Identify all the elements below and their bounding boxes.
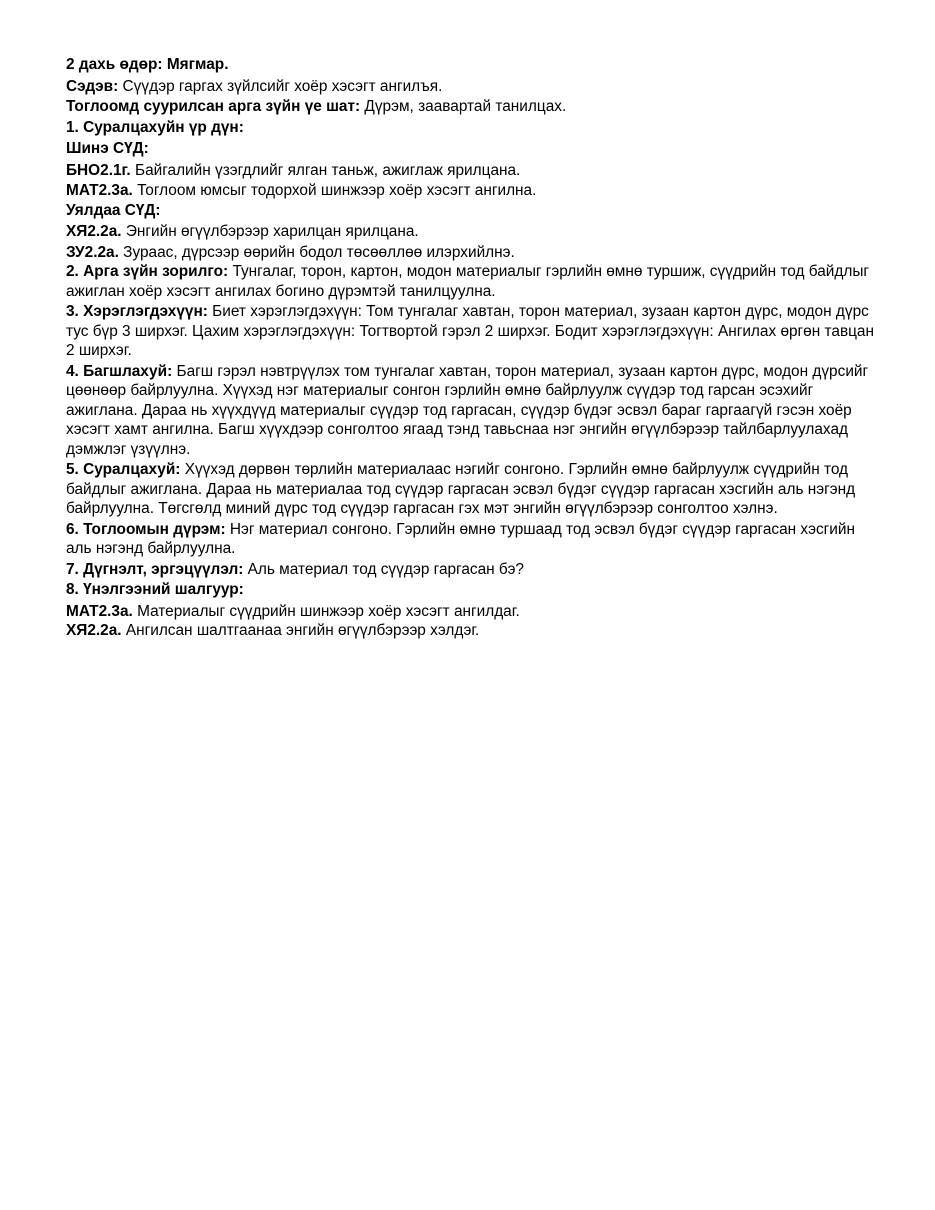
- mat-text: Тоглоом юмсыг тодорхой шинжээр хоёр хэсэгт ангилна.: [132, 182, 537, 199]
- topic-label: Сэдэв:: [66, 77, 119, 95]
- criteria-heading: 8. Үнэлгээний шалгуур:: [66, 581, 244, 598]
- tools-label: 3. Хэрэглэгдэхүүн:: [66, 303, 208, 320]
- learning-text: Хүүхэд дөрвөн төрлийн материалаас нэгийг сонгоно. Гэрлийн өмнө байрлуулж сүүдрийн тод байдлыг ажиглана. Дараа нь материалаа тод сүүдэр гаргасан эсвэл бүдэг сүүдэр гаргасан хэсгийн аль нэгэнд байрлуулна. Төгсгөлд миний дүрс тод сүүдэр гаргасан гэх мэт энгийн өгүүлбэрээр сонголтоо хэлнэ.: [66, 461, 856, 517]
- rule-label: 6. Тоглоомын дүрэм:: [66, 520, 226, 538]
- goal-text: Тунгалаг, торон, картон, модон материалыг гэрлийн өмнө туршиж, сүүдрийн тод байдлыг ажиглан хоёр хэсэгт ангилах богино дүрэмтэй танилцуулна.: [66, 263, 870, 300]
- teaching-text: Багш гэрэл нэвтрүүлэх том тунгалаг хавтан, торон материал, зузаан картон дүрс, модон дүрсийг цөөнөөр байрлуулна. Хүүхэд нэг материалыг сонгон гэрлийн өмнө байрлуулж сүүдэр тод гарсан эсэхийг ажиглана. Дараа нь хүүхдүүд материалыг сүүдэр тод гаргасан, сүүдэр бүдэг эсвэл бараг гаргаагүй гэсэн хоёр хэсэгт хамт ангилна. Багш хүүхдээр сонголтоо ягаад тэнд тавьснаа нэг энгийн өгүүлбэрээр тайлбарлуулахад дэмжлэг үзүүлнэ.: [66, 362, 869, 458]
- linked-outcomes-heading: Уялдаа СҮД:: [66, 201, 161, 219]
- teaching-label: 4. Багшлахуй:: [66, 362, 173, 380]
- rule-text: Нэг материал сонгоно. Гэрлийн өмнө туршаад тод эсвэл бүдэг сүүдэр гаргасан хэсгийн аль нэгэнд байрлуулна.: [66, 520, 855, 557]
- day-heading: 2 дахь өдөр: Мягмар.: [66, 56, 229, 73]
- outcomes-heading: 1. Суралцахуйн үр дүн:: [66, 118, 244, 136]
- stage-line: [66, 97, 875, 117]
- learning-label: 5. Суралцахуй:: [66, 461, 181, 478]
- tools-text: Биет хэрэглэгдэхүүн: Том тунгалаг хавтан, торон материал, зузаан картон дүрс, модон дүрс тус бүр 3 ширхэг. Цахим хэрэглэгдэхүүн: Тогтвортой гэрэл 2 ширхэг. Бодит хэрэглэгдэхүүн: Ангилах өргөн тавцан 2 ширхэг.: [66, 303, 874, 359]
- mat-line: [66, 181, 875, 201]
- goal-paragraph: [66, 262, 875, 301]
- rule-paragraph: [66, 520, 875, 559]
- tools-paragraph: [66, 302, 875, 361]
- teaching-paragraph: [66, 362, 875, 460]
- criteria-code: МАТ2.3а.: [66, 602, 133, 620]
- zu-line: [66, 243, 875, 263]
- learning-paragraph: [66, 460, 875, 519]
- bno-line: [66, 161, 875, 181]
- mat-code: МАТ2.3а.: [66, 182, 133, 199]
- goal-label: 2. Арга зүйн зорилго:: [66, 263, 229, 280]
- bno-code: БНО2.1г.: [66, 161, 131, 179]
- new-outcomes-heading: Шинэ СҮД:: [66, 140, 149, 157]
- summary-label: 7. Дүгнэлт, эргэцүүлэл:: [66, 560, 244, 578]
- criteria-text: Материалыг сүүдрийн шинжээр хоёр хэсэгт ангилдаг.: [132, 602, 520, 620]
- bno-text: Байгалийн үзэгдлийг ялган таньж, ажиглаж ярилцана.: [130, 161, 521, 179]
- criteria-item: [66, 621, 875, 641]
- summary-paragraph: [66, 560, 875, 580]
- topic-line: [66, 77, 875, 97]
- khya-text: Энгийн өгүүлбэрээр харилцан ярилцана.: [121, 223, 419, 240]
- criteria-code: ХЯ2.2а.: [66, 622, 122, 639]
- zu-text: Зураас, дүрсээр өөрийн бодол төсөөллөө илэрхийлнэ.: [118, 243, 515, 261]
- zu-code: ЗУ2.2а.: [66, 243, 119, 261]
- criteria-item: [66, 602, 875, 622]
- lesson-plan: [66, 55, 875, 641]
- stage-text: Дүрэм, заавартай танилцах.: [360, 98, 567, 115]
- khya-line: [66, 222, 875, 242]
- khya-code: ХЯ2.2а.: [66, 223, 122, 240]
- topic-text: Сүүдэр гаргах зүйлсийг хоёр хэсэгт ангилъя.: [118, 77, 443, 95]
- summary-text: Аль материал тод сүүдэр гаргасан бэ?: [243, 560, 524, 578]
- criteria-text: Ангилсан шалтгаанаа энгийн өгүүлбэрээр хэлдэг.: [121, 622, 480, 639]
- stage-label: Тоглоомд суурилсан арга зүйн үе шат:: [66, 98, 361, 115]
